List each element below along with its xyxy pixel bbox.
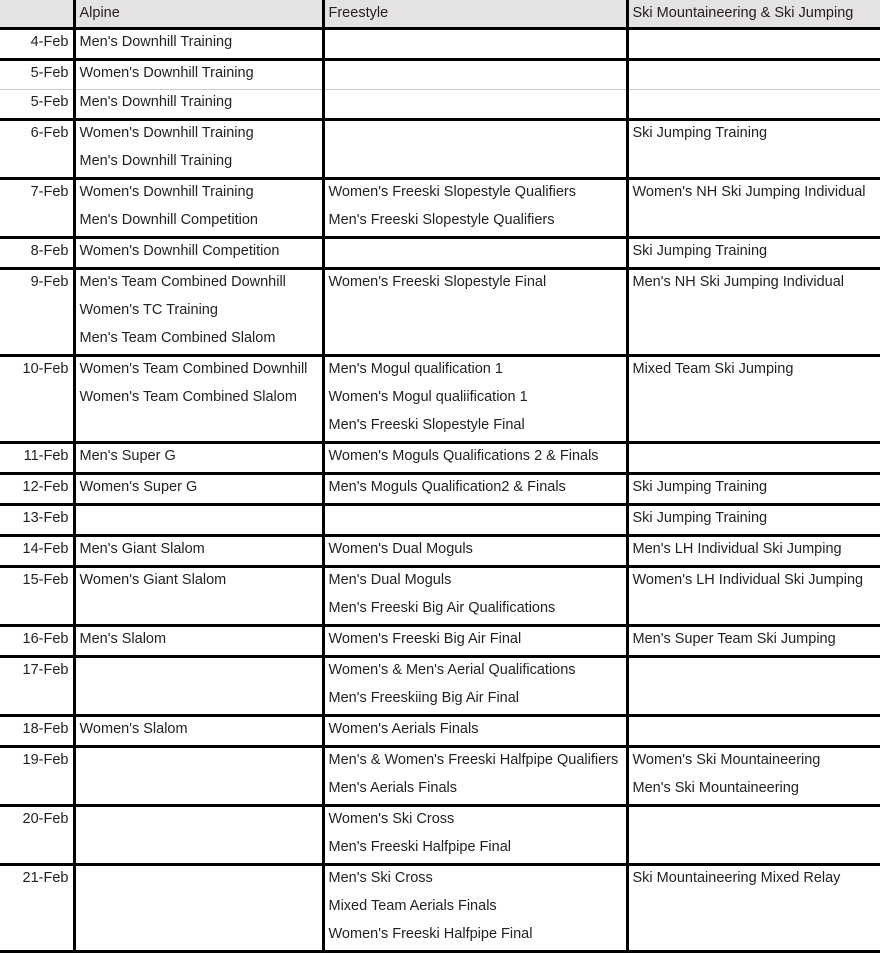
event-label: Men's & Women's Freeski Halfpipe Qualifiers [329, 750, 626, 771]
date-label: 12-Feb [0, 477, 69, 498]
cell-smsj [627, 237, 880, 268]
table-row [0, 835, 880, 865]
cell-date [0, 237, 74, 268]
event-label: Ski Jumping Training [633, 123, 880, 144]
table-row [0, 922, 880, 952]
cell-freestyle [323, 89, 627, 119]
cell-alpine [74, 715, 323, 746]
column-header-smsj: Ski Mountaineering & Ski Jumping [627, 0, 880, 28]
table-row [0, 596, 880, 626]
event-label: Women's Slalom [80, 719, 322, 740]
event-label: Men's Slalom [80, 629, 322, 650]
event-label: Men's Freeskiing Big Air Final [329, 688, 626, 709]
column-header-date [0, 0, 74, 28]
cell-date [0, 355, 74, 385]
table-row [0, 298, 880, 326]
event-label: Women's Freeski Slopestyle Qualifiers [329, 182, 626, 203]
cell-date [0, 59, 74, 89]
event-label: Men's Super Team Ski Jumping [633, 629, 880, 650]
event-label: Men's LH Individual Ski Jumping [633, 539, 880, 560]
cell-freestyle [323, 28, 627, 59]
table-row [0, 686, 880, 716]
column-header-alpine: Alpine [74, 0, 323, 28]
event-label: Men's Downhill Competition [80, 210, 322, 231]
date-label: 17-Feb [0, 660, 69, 681]
event-label: Women's Super G [80, 477, 322, 498]
event-label: Women's Mogul qualiification 1 [329, 387, 626, 408]
date-label: 5-Feb [0, 92, 69, 113]
table-row [0, 326, 880, 356]
table-row [0, 178, 880, 208]
cell-date [0, 119, 74, 149]
event-label: Men's Team Combined Slalom [80, 328, 322, 349]
cell-freestyle [323, 208, 627, 238]
cell-smsj [627, 385, 880, 413]
cell-alpine [74, 894, 323, 922]
event-label: Women's Team Combined Downhill [80, 359, 322, 380]
cell-date [0, 89, 74, 119]
cell-smsj [627, 504, 880, 535]
cell-alpine [74, 625, 323, 656]
cell-freestyle [323, 596, 627, 626]
cell-smsj [627, 625, 880, 656]
cell-alpine [74, 535, 323, 566]
cell-date [0, 746, 74, 776]
event-label: Women's LH Individual Ski Jumping [633, 570, 880, 591]
event-label: Men's Downhill Training [80, 151, 322, 172]
table-row [0, 535, 880, 566]
cell-alpine [74, 656, 323, 686]
cell-date [0, 149, 74, 179]
cell-smsj [627, 473, 880, 504]
event-label: Women's Team Combined Slalom [80, 387, 322, 408]
table-header-row [0, 0, 880, 28]
cell-smsj [627, 894, 880, 922]
cell-date [0, 715, 74, 746]
cell-freestyle [323, 442, 627, 473]
event-label: Women's Giant Slalom [80, 570, 322, 591]
cell-freestyle [323, 805, 627, 835]
cell-date [0, 208, 74, 238]
event-label: Men's Aerials Finals [329, 778, 626, 799]
cell-alpine [74, 686, 323, 716]
cell-alpine [74, 442, 323, 473]
event-label: Women's Freeski Halfpipe Final [329, 924, 626, 945]
cell-smsj [627, 413, 880, 443]
cell-smsj [627, 268, 880, 298]
cell-date [0, 413, 74, 443]
cell-smsj [627, 746, 880, 776]
cell-alpine [74, 864, 323, 894]
date-label: 13-Feb [0, 508, 69, 529]
cell-date [0, 442, 74, 473]
cell-freestyle [323, 237, 627, 268]
cell-smsj [627, 566, 880, 596]
date-label: 11-Feb [0, 446, 69, 467]
date-label: 6-Feb [0, 123, 69, 144]
cell-alpine [74, 208, 323, 238]
cell-alpine [74, 805, 323, 835]
cell-smsj [627, 149, 880, 179]
cell-alpine [74, 268, 323, 298]
cell-freestyle [323, 268, 627, 298]
cell-alpine [74, 776, 323, 806]
table-row [0, 59, 880, 89]
table-row [0, 864, 880, 894]
table-row [0, 149, 880, 179]
cell-freestyle [323, 566, 627, 596]
cell-date [0, 776, 74, 806]
event-label: Ski Mountaineering Mixed Relay [633, 868, 880, 889]
cell-freestyle [323, 715, 627, 746]
cell-freestyle [323, 119, 627, 149]
event-label: Women's Downhill Training [80, 182, 322, 203]
cell-smsj [627, 208, 880, 238]
cell-freestyle [323, 385, 627, 413]
cell-alpine [74, 178, 323, 208]
table-row [0, 746, 880, 776]
table-row [0, 89, 880, 119]
event-label: Men's Freeski Slopestyle Final [329, 415, 626, 436]
event-label: Women's Freeski Slopestyle Final [329, 272, 626, 293]
cell-freestyle [323, 776, 627, 806]
cell-alpine [74, 835, 323, 865]
cell-date [0, 566, 74, 596]
event-label: Men's Dual Moguls [329, 570, 626, 591]
table-row [0, 656, 880, 686]
cell-alpine [74, 28, 323, 59]
cell-freestyle [323, 535, 627, 566]
cell-alpine [74, 385, 323, 413]
cell-alpine [74, 326, 323, 356]
table-row [0, 208, 880, 238]
event-label: Women's Ski Cross [329, 809, 626, 830]
cell-date [0, 473, 74, 504]
cell-smsj [627, 656, 880, 686]
event-label: Men's Team Combined Downhill [80, 272, 322, 293]
cell-freestyle [323, 326, 627, 356]
date-label: 18-Feb [0, 719, 69, 740]
event-label: Women's & Men's Aerial Qualifications [329, 660, 626, 681]
cell-alpine [74, 413, 323, 443]
cell-date [0, 805, 74, 835]
column-header-freestyle: Freestyle [323, 0, 627, 28]
date-label: 21-Feb [0, 868, 69, 889]
cell-smsj [627, 442, 880, 473]
cell-alpine [74, 355, 323, 385]
event-label: Mixed Team Aerials Finals [329, 896, 626, 917]
event-label: Men's Downhill Training [80, 32, 322, 53]
cell-alpine [74, 237, 323, 268]
cell-alpine [74, 119, 323, 149]
cell-date [0, 835, 74, 865]
cell-alpine [74, 746, 323, 776]
cell-smsj [627, 805, 880, 835]
cell-alpine [74, 504, 323, 535]
event-label: Women's NH Ski Jumping Individual [633, 182, 880, 203]
table-row [0, 268, 880, 298]
cell-freestyle [323, 178, 627, 208]
table-row [0, 28, 880, 59]
date-label: 10-Feb [0, 359, 69, 380]
date-label: 5-Feb [0, 63, 69, 84]
cell-freestyle [323, 656, 627, 686]
cell-smsj [627, 119, 880, 149]
event-label: Men's Moguls Qualification2 & Finals [329, 477, 626, 498]
cell-freestyle [323, 355, 627, 385]
cell-date [0, 894, 74, 922]
cell-smsj [627, 596, 880, 626]
cell-smsj [627, 28, 880, 59]
cell-date [0, 922, 74, 952]
cell-smsj [627, 89, 880, 119]
cell-freestyle [323, 922, 627, 952]
table-row [0, 442, 880, 473]
cell-alpine [74, 596, 323, 626]
event-label: Women's Dual Moguls [329, 539, 626, 560]
date-label: 7-Feb [0, 182, 69, 203]
table-row [0, 119, 880, 149]
cell-smsj [627, 326, 880, 356]
table-row [0, 566, 880, 596]
cell-smsj [627, 178, 880, 208]
event-label: Men's Giant Slalom [80, 539, 322, 560]
cell-date [0, 178, 74, 208]
cell-freestyle [323, 686, 627, 716]
event-label: Men's Ski Mountaineering [633, 778, 880, 799]
cell-date [0, 864, 74, 894]
date-label: 20-Feb [0, 809, 69, 830]
cell-smsj [627, 59, 880, 89]
cell-alpine [74, 473, 323, 504]
cell-smsj [627, 864, 880, 894]
cell-smsj [627, 776, 880, 806]
cell-alpine [74, 922, 323, 952]
cell-alpine [74, 298, 323, 326]
cell-alpine [74, 59, 323, 89]
event-label: Women's TC Training [80, 300, 322, 321]
table-row [0, 237, 880, 268]
cell-date [0, 385, 74, 413]
event-label: Ski Jumping Training [633, 477, 880, 498]
event-label: Men's Mogul qualification 1 [329, 359, 626, 380]
date-label: 9-Feb [0, 272, 69, 293]
cell-smsj [627, 715, 880, 746]
cell-date [0, 298, 74, 326]
event-label: Women's Aerials Finals [329, 719, 626, 740]
cell-alpine [74, 89, 323, 119]
cell-date [0, 268, 74, 298]
cell-date [0, 535, 74, 566]
cell-alpine [74, 566, 323, 596]
cell-freestyle [323, 149, 627, 179]
cell-freestyle [323, 835, 627, 865]
cell-alpine [74, 149, 323, 179]
cell-smsj [627, 355, 880, 385]
event-label: Women's Downhill Competition [80, 241, 322, 262]
cell-date [0, 596, 74, 626]
event-label: Men's Freeski Slopestyle Qualifiers [329, 210, 626, 231]
cell-smsj [627, 298, 880, 326]
event-label: Men's Freeski Big Air Qualifications [329, 598, 626, 619]
date-label: 4-Feb [0, 32, 69, 53]
cell-smsj [627, 535, 880, 566]
cell-smsj [627, 922, 880, 952]
cell-freestyle [323, 473, 627, 504]
event-label: Women's Ski Mountaineering [633, 750, 880, 771]
cell-smsj [627, 686, 880, 716]
event-label: Women's Moguls Qualifications 2 & Finals [329, 446, 626, 467]
cell-freestyle [323, 504, 627, 535]
date-label: 8-Feb [0, 241, 69, 262]
cell-smsj [627, 835, 880, 865]
cell-freestyle [323, 625, 627, 656]
event-label: Ski Jumping Training [633, 241, 880, 262]
cell-date [0, 686, 74, 716]
table-row [0, 805, 880, 835]
date-label: 14-Feb [0, 539, 69, 560]
table-row [0, 504, 880, 535]
table-row [0, 776, 880, 806]
table-row [0, 625, 880, 656]
event-label: Men's Downhill Training [80, 92, 322, 113]
cell-freestyle [323, 746, 627, 776]
event-label: Women's Downhill Training [80, 63, 322, 84]
cell-date [0, 656, 74, 686]
event-label: Men's NH Ski Jumping Individual [633, 272, 880, 293]
table-row [0, 385, 880, 413]
event-label: Mixed Team Ski Jumping [633, 359, 880, 380]
event-label: Women's Freeski Big Air Final [329, 629, 626, 650]
event-label: Men's Super G [80, 446, 322, 467]
event-label: Ski Jumping Training [633, 508, 880, 529]
cell-freestyle [323, 298, 627, 326]
table-row [0, 894, 880, 922]
cell-freestyle [323, 59, 627, 89]
cell-date [0, 504, 74, 535]
table-row [0, 715, 880, 746]
date-label: 15-Feb [0, 570, 69, 591]
date-label: 16-Feb [0, 629, 69, 650]
event-label: Women's Downhill Training [80, 123, 322, 144]
date-label: 19-Feb [0, 750, 69, 771]
cell-freestyle [323, 413, 627, 443]
event-label: Men's Freeski Halfpipe Final [329, 837, 626, 858]
table-row [0, 355, 880, 385]
cell-date [0, 28, 74, 59]
event-label: Men's Ski Cross [329, 868, 626, 889]
table-row [0, 473, 880, 504]
table-row [0, 413, 880, 443]
cell-freestyle [323, 894, 627, 922]
cell-freestyle [323, 864, 627, 894]
cell-date [0, 326, 74, 356]
cell-date [0, 625, 74, 656]
